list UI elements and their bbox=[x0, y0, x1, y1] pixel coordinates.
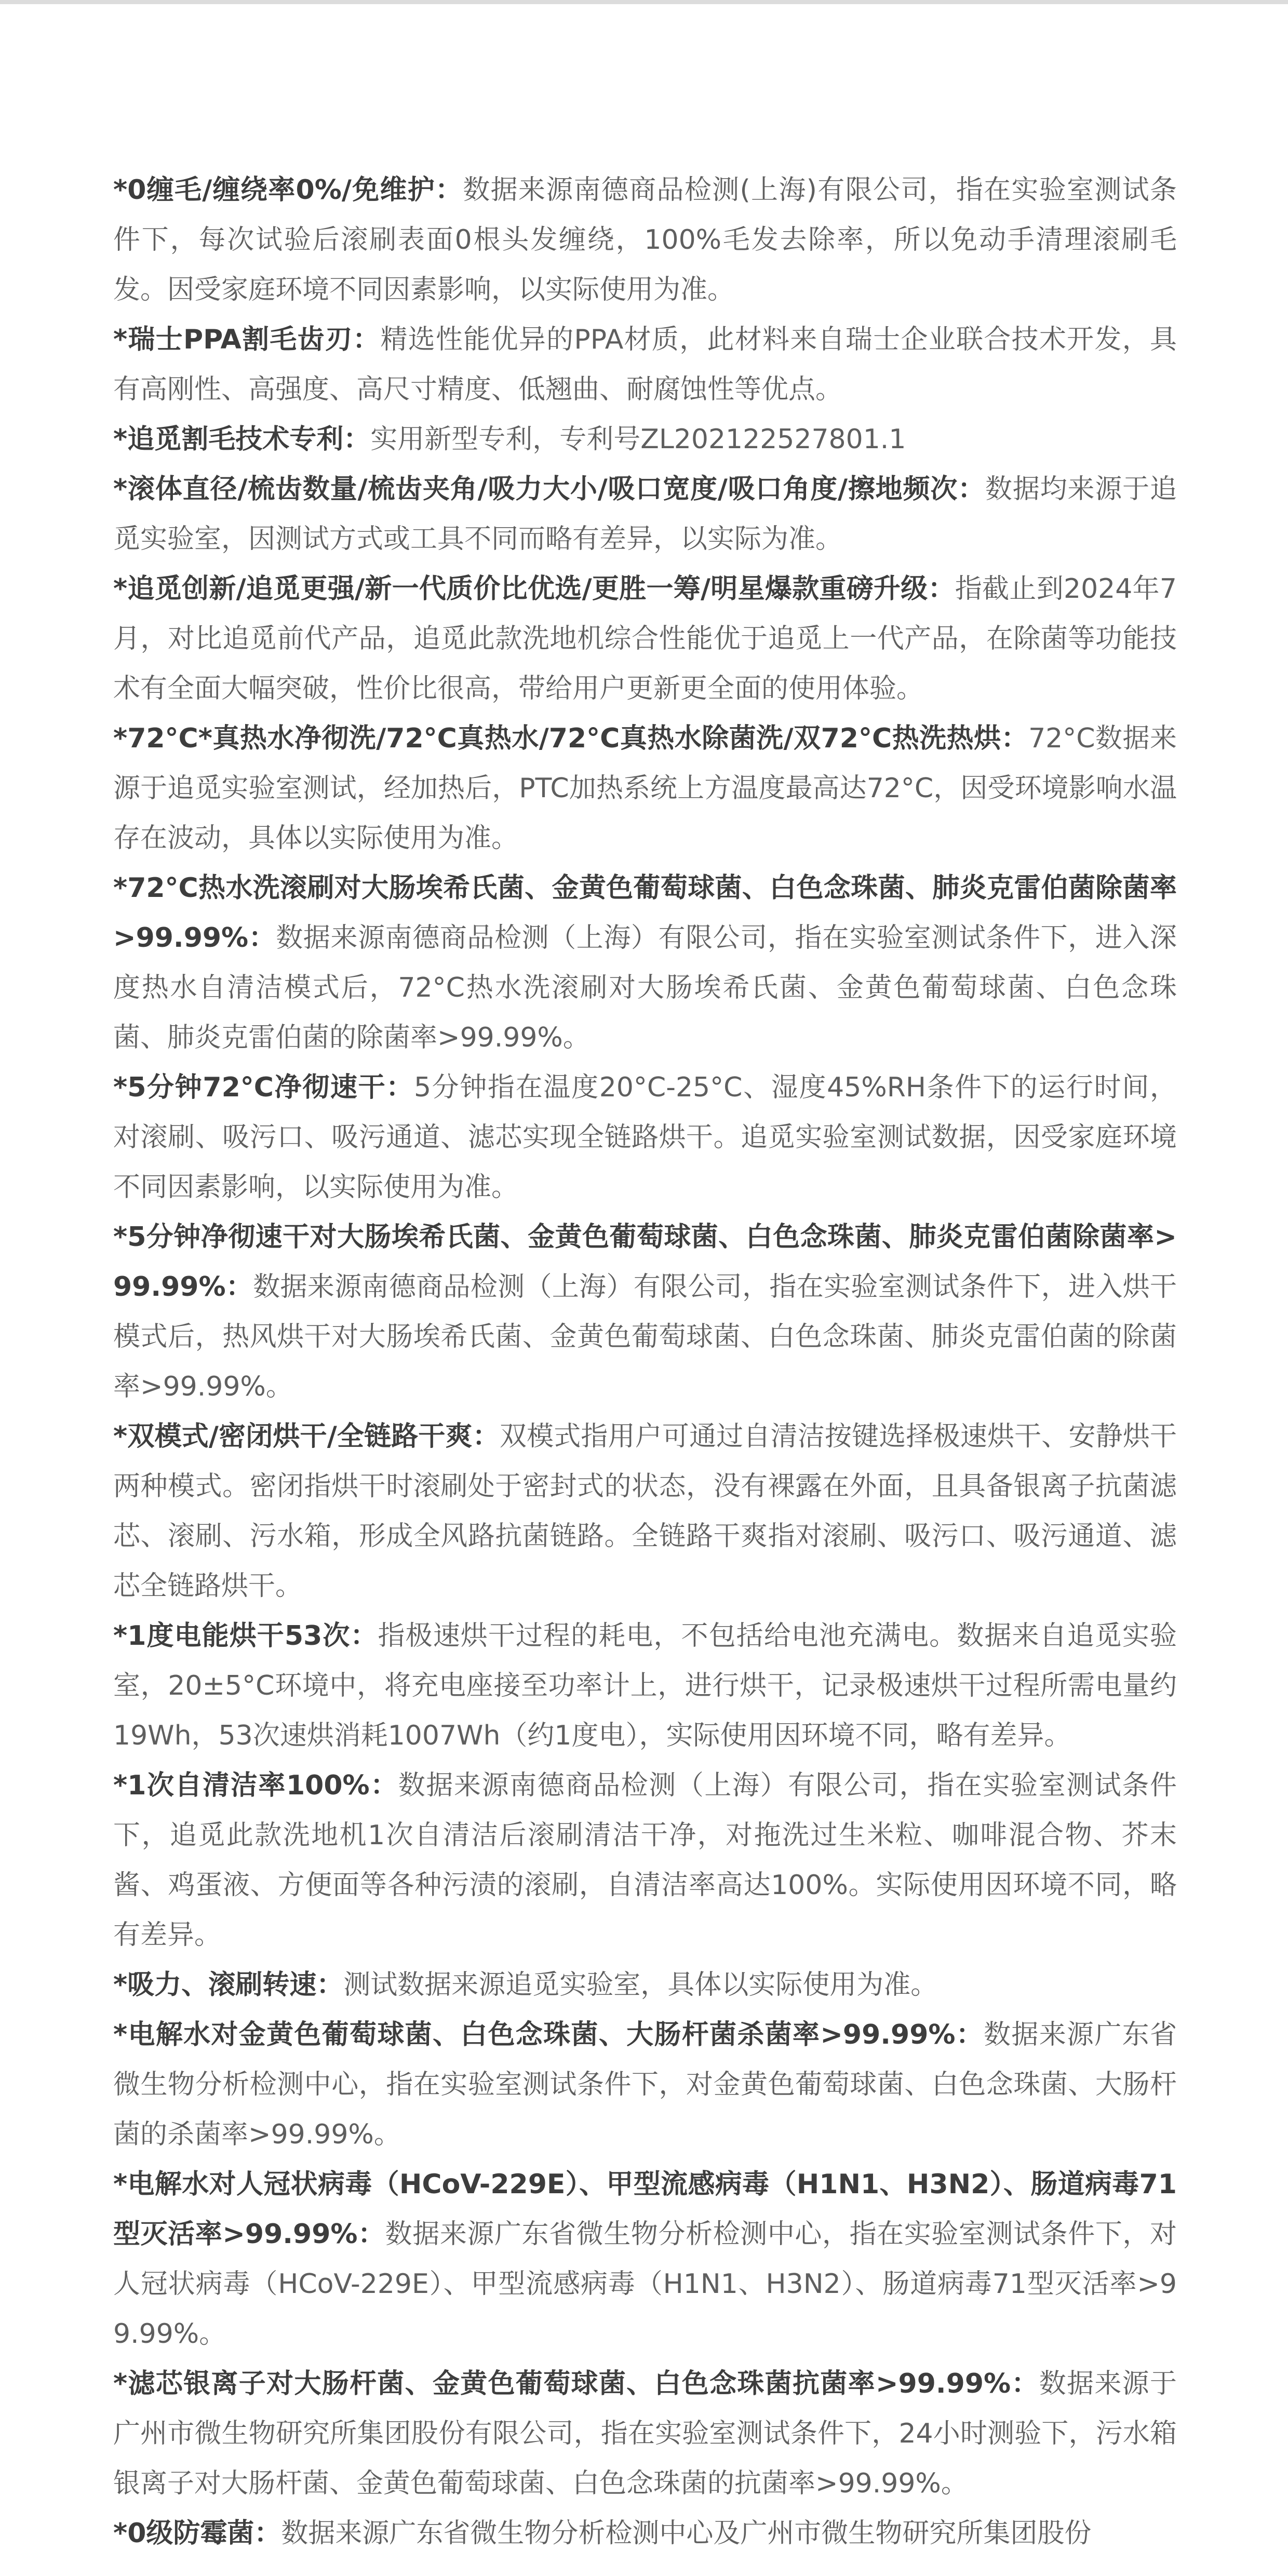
note-drying-sterilization: *5分钟净彻速干对大肠埃希氏菌、金黄色葡萄球菌、白色念珠菌、肺炎克雷伯菌除菌率>99.99%：数据来源南德商品检测（上海）有限公司，指在实验室测试条件下，进入烘干模式后，热风烘干对大肠埃希氏菌、金黄色葡萄球菌、白色念珠菌、肺炎克雷伯菌的除菌率>99.99%。 bbox=[113, 1222, 1177, 1402]
note-zero-hair-tangle: *0缠毛/缠绕率0%/免维护：数据来源南德商品检测(上海)有限公司，指在实验室测试条件下，每次试验后滚刷表面0根头发缠绕，100%毛发去除率，所以免动手清理滚刷毛发。因受家庭环境不同因素影响，以实际使用为准。 bbox=[113, 175, 1177, 305]
note-72c-hot-water: *72°C*真热水净彻洗/72°C真热水/72°C真热水除菌洗/双72°C热洗热烘：72°C数据来源于追觅实验室测试，经加热后，PTC加热系统上方温度最高达72°C，因受环境影响水温存在波动，具体以实际使用为准。 bbox=[113, 723, 1177, 854]
note-anti-mold: *0级防霉菌：数据来源广东省微生物分析检测中心及广州市微生物研究所集团股份 bbox=[113, 2518, 1092, 2549]
note-silver-ion-filter: *滤芯银离子对大肠杆菌、金黄色葡萄球菌、白色念珠菌抗菌率>99.99%：数据来源于广州市微生物研究所集团股份有限公司，指在实验室测试条件下，24小时测验下，污水箱银离子对大肠杆菌、金黄色葡萄球菌、白色念珠菌的抗菌率>99.99%。 bbox=[113, 2368, 1177, 2499]
note-dual-mode-drying: *双模式/密闭烘干/全链路干爽：双模式指用户可通过自清洁按键选择极速烘干、安静烘干两种模式。密闭指烘干时滚刷处于密封式的状态，没有裸露在外面，且具备银离子抗菌滤芯、滚刷、污水箱，形成全风路抗菌链路。全链路干爽指对滚刷、吸污口、吸污通道、滤芯全链路烘干。 bbox=[113, 1421, 1177, 1602]
note-ppa-blade: *瑞士PPA割毛齿刃：精选性能优异的PPA材质，此材料来自瑞士企业联合技术开发，具有高刚性、高强度、高尺寸精度、低翘曲、耐腐蚀性等优点。 bbox=[113, 324, 1177, 405]
disclaimer-notes bbox=[113, 165, 1177, 2558]
note-electrolyzed-water-bacteria: *电解水对金黄色葡萄球菌、白色念珠菌、大肠杆菌杀菌率>99.99%：数据来源广东省微生物分析检测中心，指在实验室测试条件下，对金黄色葡萄球菌、白色念珠菌、大肠杆菌的杀菌率>99.99%。 bbox=[113, 2019, 1177, 2150]
note-72c-sterilization: *72°C热水洗滚刷对大肠埃希氏菌、金黄色葡萄球菌、白色念珠菌、肺炎克雷伯菌除菌率>99.99%：数据来源南德商品检测（上海）有限公司，指在实验室测试条件下，进入深度热水自清洁模式后，72°C热水洗滚刷对大肠埃希氏菌、金黄色葡萄球菌、白色念珠菌、肺炎克雷伯菌的除菌率>99.99%。 bbox=[113, 873, 1177, 1053]
note-5min-drying: *5分钟72°C净彻速干：5分钟指在温度20°C-25°C、湿度45%RH条件下的运行时间，对滚刷、吸污口、吸污通道、滤芯实现全链路烘干。追觅实验室测试数据，因受家庭环境不同因素影响，以实际使用为准。 bbox=[113, 1072, 1177, 1203]
note-patent: *追觅割毛技术专利：实用新型专利，专利号ZL202122527801.1 bbox=[113, 424, 906, 455]
note-self-cleaning: *1次自清洁率100%：数据来源南德商品检测（上海）有限公司，指在实验室测试条件下，追觅此款洗地机1次自清洁后滚刷清洁干净，对拖洗过生米粒、咖啡混合物、芥末酱、鸡蛋液、方便面等各种污渍的滚刷，自清洁率高达100%。实际使用因环境不同，略有差异。 bbox=[113, 1770, 1177, 1951]
note-upgrade-claims: *追觅创新/追觅更强/新一代质价比优选/更胜一筹/明星爆款重磅升级：指截止到2024年7月，对比追觅前代产品，追觅此款洗地机综合性能优于追觅上一代产品，在除菌等功能技术有全面大幅突破，性价比很高，带给用户更新更全面的使用体验。 bbox=[113, 573, 1177, 704]
note-suction-speed: *吸力、滚刷转速：测试数据来源追觅实验室，具体以实际使用为准。 bbox=[113, 1969, 938, 2001]
note-roller-specs: *滚体直径/梳齿数量/梳齿夹角/吸力大小/吸口宽度/吸口角度/擦地频次：数据均来源于追觅实验室，因测试方式或工具不同而略有差异，以实际为准。 bbox=[113, 474, 1177, 555]
note-electrolyzed-water-virus: *电解水对人冠状病毒（HCoV-229E）、甲型流感病毒（H1N1、H3N2）、肠道病毒71型灭活率>99.99%：数据来源广东省微生物分析检测中心，指在实验室测试条件下，对人冠状病毒（HCoV-229E）、甲型流感病毒（H1N1、H3N2）、肠道病毒71型灭活率>99.99%。 bbox=[113, 2169, 1177, 2350]
top-divider bbox=[0, 0, 1288, 4]
note-energy-drying: *1度电能烘干53次：指极速烘干过程的耗电，不包括给电池充满电。数据来自追觅实验室，20±5°C环境中，将充电座接至功率计上，进行烘干，记录极速烘干过程所需电量约19Wh，53次速烘消耗1007Wh（约1度电），实际使用因环境不同，略有差异。 bbox=[113, 1620, 1177, 1751]
